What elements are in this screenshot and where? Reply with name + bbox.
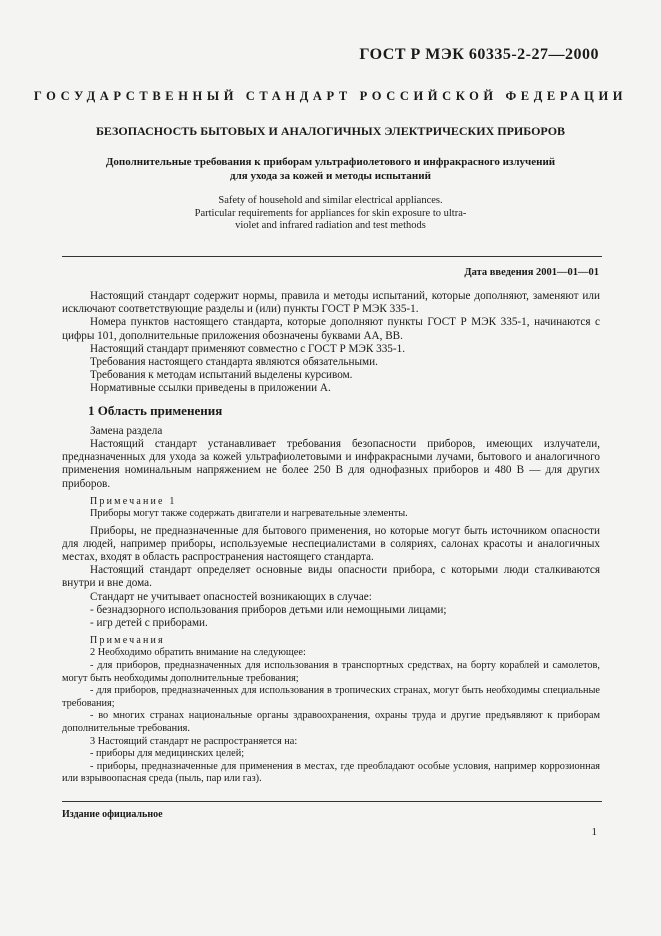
intro-paragraph: Нормативные ссылки приведены в приложении А. bbox=[90, 382, 331, 395]
note-text: Приборы могут также содержать двигатели и нагревательные элементы. bbox=[90, 508, 408, 520]
list-item: - безнадзорного использования приборов детьми или немощными лицами; bbox=[90, 603, 447, 616]
english-title bbox=[0, 195, 661, 233]
notes-block bbox=[62, 647, 600, 786]
replace-note: Замена раздела bbox=[90, 424, 163, 437]
list-item: - игр детей с приборами. bbox=[90, 617, 208, 630]
note-item: - во многих странах национальные органы здравоохранения, охраны труда и другие предъявляют к приборам дополнительные требования. bbox=[62, 710, 600, 735]
scope-paragraph: Приборы, не предназначенные для бытового применения, но которые могут быть источником опасности для людей, например приборы, используемые неспециалистами в соляриях, салонах красоты и аналогичных местах, входят в область распространения настоящего стандарта. bbox=[62, 524, 600, 564]
subtitle-line: для ухода за кожей и методы испытаний bbox=[230, 170, 431, 182]
section-heading: 1 Область применения bbox=[88, 402, 223, 418]
page-number: 1 bbox=[591, 826, 597, 838]
introduction-date: Дата введения 2001—01—01 bbox=[464, 267, 599, 278]
intro-paragraph: Номера пунктов настоящего стандарта, которые дополняют пункты ГОСТ Р МЭК 335-1, начинаются с цифры 101, дополнительные приложения обозначены буквами АА, ВВ. bbox=[62, 316, 600, 342]
bottom-divider bbox=[62, 801, 602, 802]
english-title-line: violet and infrared radiation and test methods bbox=[235, 220, 426, 231]
english-title-line: Particular requirements for appliances for skin exposure to ultra- bbox=[194, 207, 467, 219]
state-standard-title: ГОСУДАРСТВЕННЫЙ СТАНДАРТ РОССИЙСКОЙ ФЕДЕРАЦИИ bbox=[33, 89, 628, 103]
intro-paragraph: Требования к методам испытаний выделены курсивом. bbox=[90, 369, 353, 382]
english-title-line: Safety of household and similar electrical appliances. bbox=[218, 195, 443, 206]
note-item: 3 Настоящий стандарт не распространяется на: bbox=[90, 735, 298, 747]
intro-paragraph: Настоящий стандарт применяют совместно с ГОСТ Р МЭК 335-1. bbox=[90, 342, 406, 355]
notes-label: Примечания bbox=[90, 635, 165, 647]
note-item: - для приборов, предназначенных для использования в транспортных средствах, на борту кораблей и самолетов, могут быть необходимы дополнительные требования; bbox=[62, 660, 600, 684]
note-item: - приборы для медицинских целей; bbox=[90, 748, 245, 760]
document-body bbox=[62, 290, 600, 786]
subtitle-line: Дополнительные требования к приборам ультрафиолетового и инфракрасного излучений bbox=[105, 156, 556, 168]
note-label: Примечание 1 bbox=[90, 495, 177, 507]
note-item: - для приборов, предназначенных для использования в тропических странах, могут быть необходимы специальные требования; bbox=[62, 685, 600, 709]
scope-paragraph: Стандарт не учитывает опасностей возникающих в случае: bbox=[90, 590, 372, 603]
intro-paragraph: Настоящий стандарт содержит нормы, правила и методы испытаний, которые дополняют, заменяют или исключают соответствующие разделы и (или) пункты ГОСТ Р МЭК 335-1. bbox=[62, 290, 600, 316]
note-item: - приборы, предназначенные для применения в местах, где преобладают особые условия, например коррозионная или взрывоопасная среда (пыль, пар или газ). bbox=[62, 760, 600, 785]
official-edition: Издание официальное bbox=[62, 809, 163, 820]
scope-paragraph: Настоящий стандарт устанавливает требования безопасности приборов, имеющих излучатели, предназначенных для ухода за кожей ультрафиолетовыми и инфракрасными лучами, бытового и аналогичного применения номинальным напряжением не более 250 В для однофазных приборов и 480 В — для других приборов. bbox=[62, 438, 600, 490]
scope-paragraph: Настоящий стандарт определяет основные виды опасности прибора, с которыми люди сталкиваются внутри и вне дома. bbox=[62, 564, 600, 590]
top-divider bbox=[62, 256, 602, 257]
document-title: БЕЗОПАСНОСТЬ БЫТОВЫХ И АНАЛОГИЧНЫХ ЭЛЕКТРИЧЕСКИХ ПРИБОРОВ bbox=[95, 124, 566, 138]
document-subtitle bbox=[0, 155, 661, 183]
intro-paragraph: Требования настоящего стандарта являются обязательными. bbox=[90, 356, 378, 369]
note-item: 2 Необходимо обратить внимание на следующее: bbox=[90, 647, 306, 659]
gost-code: ГОСТ Р МЭК 60335-2-27—2000 bbox=[359, 46, 599, 63]
